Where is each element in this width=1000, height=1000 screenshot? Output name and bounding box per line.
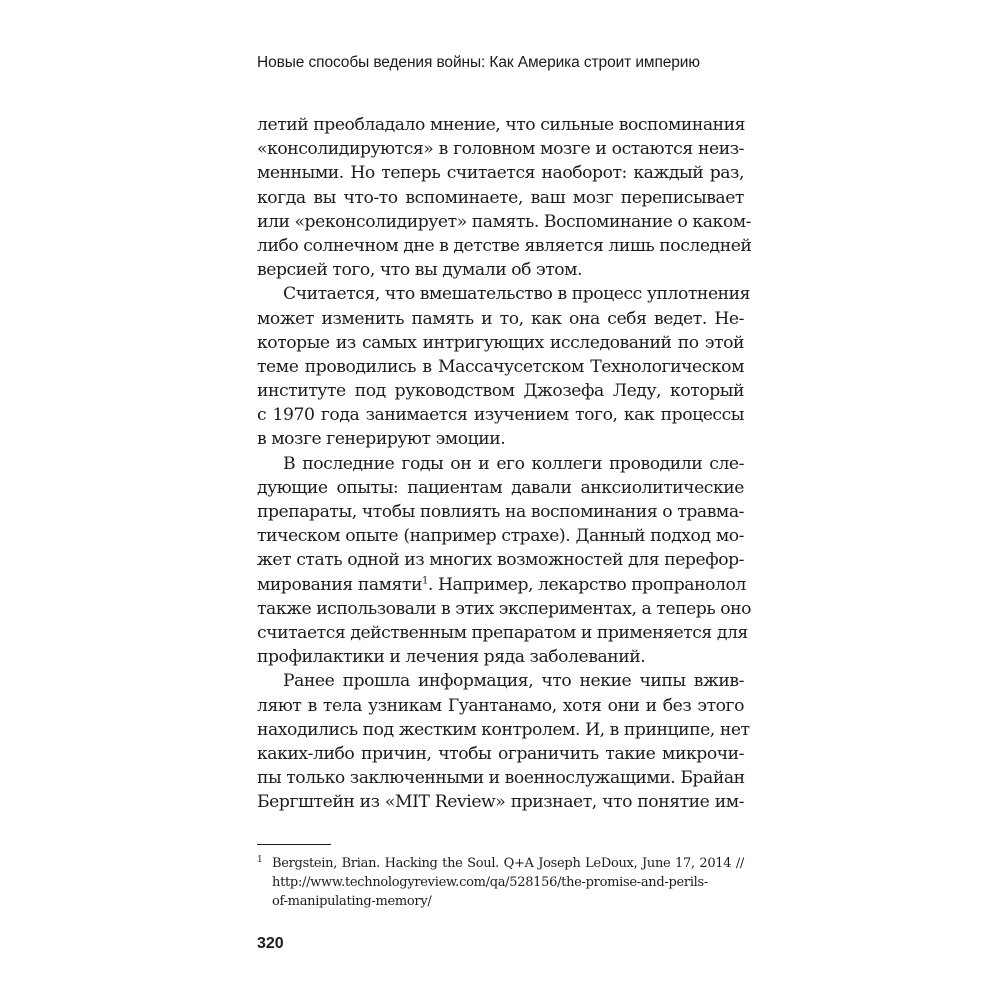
body-line: В последние годы он и его коллеги проводили сле- (283, 453, 744, 474)
footnote-mark: 1 (257, 855, 263, 865)
body-line: теме проводились в Массачусетском Технологическом (257, 356, 744, 377)
body-line: Считается, что вмешательство в процесс уплотнения (283, 284, 751, 305)
body-line: может изменить память и то, как она себя ведет. Не- (257, 308, 744, 329)
running-head: Новые способы ведения войны: Как Америка строит империю (257, 54, 700, 71)
body-line: дующие опыты: пациентам давали анксиолитические (257, 477, 744, 498)
body-line: считается действенным препаратом и применяется для (257, 622, 748, 643)
body-line: находились под жестким контролем. И, в принципе, нет (257, 719, 750, 740)
footnote (257, 854, 744, 911)
footnote-rule (257, 844, 331, 845)
body-line: менными. Но теперь считается наоборот: каждый раз, (257, 163, 744, 184)
body-line: жет стать одной из многих возможностей для перефор- (257, 550, 744, 571)
footnote-line: Bergstein, Brian. Hacking the Soul. Q+A Joseph LeDoux, June 17, 2014 // (272, 856, 744, 871)
page-number: 320 (257, 935, 284, 952)
body-line: пы только заключенными и военнослужащими. Брайан (257, 768, 745, 789)
body-line: в мозге генерируют эмоции. (257, 429, 506, 450)
body-line: версией того, что вы думали об этом. (257, 260, 583, 281)
book-page (257, 0, 752, 1000)
body-line: летий преобладало мнение, что сильные воспоминания (257, 115, 746, 135)
body-line: которые из самых интригующих исследований по этой (257, 332, 744, 353)
body-line: мирования памяти$^1$. Например, лекарство пропранолол (257, 574, 746, 595)
body-line: институте под руководством Джозефа Леду, который (257, 381, 744, 402)
body-line: препараты, чтобы повлиять на воспоминания о травма- (257, 502, 744, 522)
footnote-reference[interactable]: 1 (422, 574, 428, 586)
body-line: профилактики и лечения ряда заболеваний. (257, 647, 646, 668)
body-text (257, 113, 752, 814)
body-line: также использовали в этих экспериментах, а теперь оно (257, 598, 752, 619)
body-line: либо солнечном дне в детстве является лишь последней (257, 235, 752, 256)
body-line: с 1970 года занимается изучением того, как процессы (257, 405, 744, 426)
footnote-line: of-manipulating-memory/ (272, 894, 432, 909)
body-line: или «реконсолидирует» память. Воспоминание о каком- (257, 211, 751, 232)
body-line: каких-либо причин, чтобы ограничить такие микрочи- (257, 743, 744, 764)
body-line: Ранее прошла информация, что некие чипы вжив- (283, 671, 744, 692)
body-line: «консолидируются» в головном мозге и остаются неиз- (257, 139, 744, 160)
body-line: Бергштейн из «MIT Review» признает, что понятие им- (257, 792, 744, 813)
body-line: ляют в тела узникам Гуантанамо, хотя они и без этого (257, 695, 744, 716)
body-line: тическом опыте (например страхе). Данный подход мо- (257, 526, 744, 547)
body-line: когда вы что-то вспоминаете, ваш мозг переписывает (257, 187, 744, 208)
footnote-line: http://www.technologyreview.com/qa/528156/the-promise-and-perils- (272, 875, 709, 890)
